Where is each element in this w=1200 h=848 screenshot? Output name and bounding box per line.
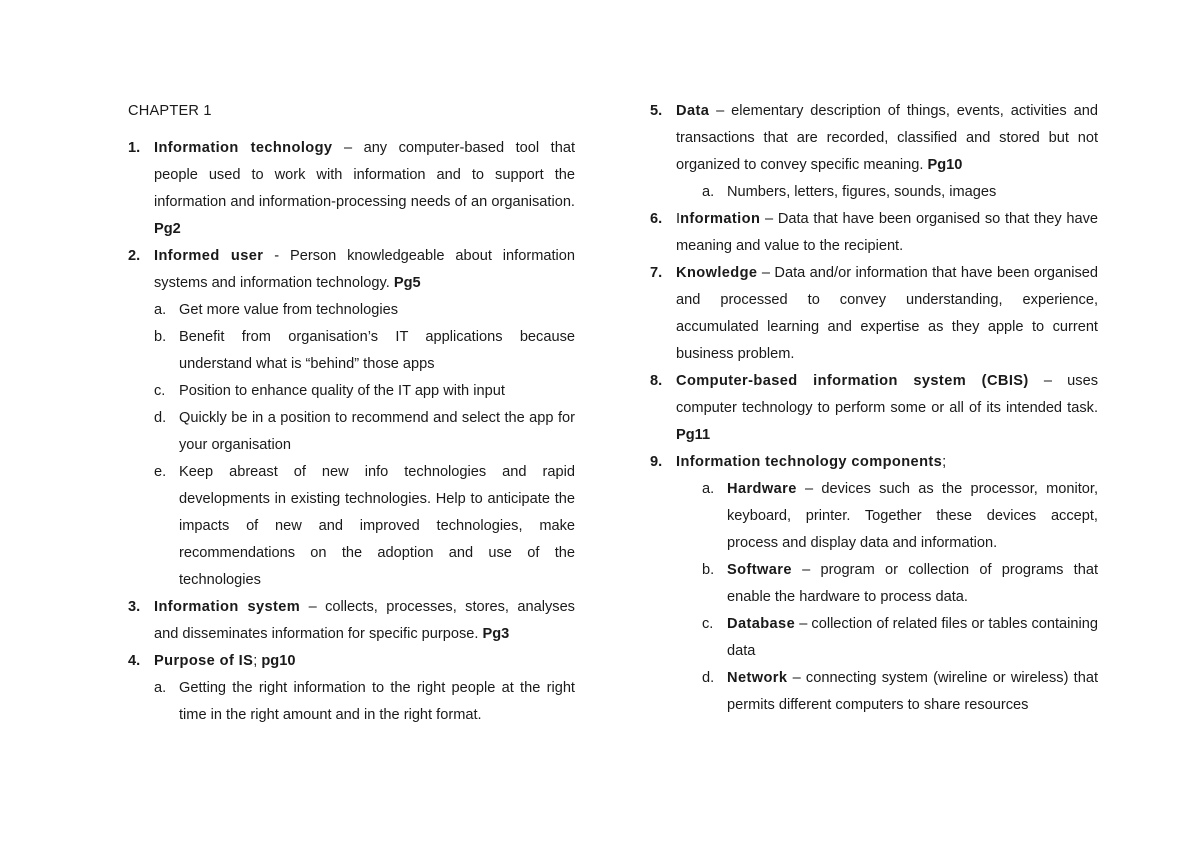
sub-item-letter: b. (154, 329, 167, 345)
list-item (650, 449, 1098, 719)
sub-list (676, 179, 1098, 206)
item-paragraph (154, 594, 575, 648)
sub-item (676, 665, 1098, 719)
sub-item (128, 297, 575, 324)
page-ref: Pg10 (927, 157, 963, 173)
sub-item-letter: d. (702, 670, 715, 686)
item-text: ; (253, 653, 262, 669)
item-number: 9. (650, 454, 663, 470)
list-item (650, 98, 1098, 206)
item-text: – collects, processes, stores, analyses and disseminates information for specific purpose. (154, 599, 575, 642)
sub-item (676, 179, 1098, 206)
sub-item-text: Position to enhance quality of the IT app with input (179, 383, 505, 399)
item-text: ; (942, 454, 947, 470)
item-number: 6. (650, 211, 663, 227)
page-ref: pg10 (261, 653, 296, 669)
sub-item-paragraph (727, 557, 1098, 611)
item-text: – Data and/or information that have been organised and processed to convey understanding, experience, accumulated learning and expertise as they apple to current business problem. (676, 265, 1098, 362)
sub-item-paragraph (727, 476, 1098, 557)
item-number: 3. (128, 599, 141, 615)
right-column (650, 98, 1098, 719)
list-item (128, 243, 575, 594)
definition-list-right (650, 98, 1098, 719)
sub-item-letter: d. (154, 410, 167, 426)
sub-item-letter: c. (702, 616, 714, 632)
item-paragraph (676, 260, 1098, 368)
sub-item (676, 611, 1098, 665)
sub-item-text: – collection of related files or tables containing data (727, 616, 1098, 659)
sub-list (128, 675, 575, 729)
item-number: 2. (128, 248, 141, 264)
item-number: 7. (650, 265, 663, 281)
sub-item (128, 378, 575, 405)
sub-item-text: – devices such as the processor, monitor, keyboard, printer. Together these devices accept, process and display data and information. (727, 481, 1098, 551)
list-item (128, 594, 575, 648)
item-term: Computer-based information system (CBIS) (676, 373, 1029, 389)
item-paragraph (154, 243, 575, 297)
item-paragraph (154, 648, 575, 675)
sub-item-term: Network (727, 670, 788, 686)
sub-item-letter: c. (154, 383, 166, 399)
item-term-prefix: I (676, 211, 681, 227)
sub-item-text: – connecting system (wireline or wireless) that permits different computers to share resources (727, 670, 1098, 713)
left-column (128, 98, 575, 729)
sub-item (128, 324, 575, 378)
item-number: 1. (128, 140, 141, 156)
item-number: 5. (650, 103, 663, 119)
page-ref: Pg5 (393, 275, 421, 291)
item-term: Information system (154, 599, 301, 615)
sub-item-letter: a. (702, 481, 715, 497)
page-ref: Pg3 (482, 626, 510, 642)
sub-item (676, 476, 1098, 557)
sub-item (128, 405, 575, 459)
item-term: Data (676, 103, 710, 119)
item-term: nformation (680, 211, 761, 227)
item-term: Knowledge (676, 265, 758, 281)
item-text: – uses computer technology to perform some or all of its intended task. (676, 373, 1098, 416)
sub-item-text: Benefit from organisation’s IT applications because understand what is “behind” those apps (179, 329, 575, 372)
sub-item-text: Getting the right information to the right people at the right time in the right amount and in the right format. (179, 680, 575, 723)
item-text: – Data that have been organised so that they have meaning and value to the recipient. (676, 211, 1098, 254)
sub-item-letter: a. (702, 184, 715, 200)
sub-item-text: Keep abreast of new info technologies and rapid developments in existing technologies. Help to anticipate the impacts of new and improved technologies, make recommendations on the adoption and use of the technologies (179, 464, 575, 588)
sub-item-term: Software (727, 562, 792, 578)
sub-item-text: Quickly be in a position to recommend and select the app for your organisation (179, 410, 575, 453)
item-term: Purpose of IS (154, 653, 254, 669)
sub-item-text: Get more value from technologies (179, 302, 399, 318)
sub-item (128, 675, 575, 729)
page-ref: Pg11 (676, 427, 711, 443)
item-text: - Person knowledgeable about information systems and information technology. (154, 248, 576, 291)
item-paragraph (676, 449, 1098, 476)
item-paragraph (676, 98, 1098, 179)
item-paragraph (676, 368, 1098, 449)
chapter-heading: CHAPTER 1 (128, 103, 212, 119)
sub-item-paragraph (727, 665, 1098, 719)
sub-item-term: Database (727, 616, 796, 632)
list-item (128, 648, 575, 729)
sub-item (676, 557, 1098, 611)
item-paragraph (154, 135, 575, 243)
item-term: Information technology (154, 140, 333, 156)
item-text: – any computer-based tool that people used to work with information and to support the information and information-processing needs of an organisation. (154, 140, 575, 210)
item-number: 4. (128, 653, 141, 669)
item-term: Informed user (154, 248, 264, 264)
page-ref: Pg2 (154, 221, 181, 237)
sub-item-text: – program or collection of programs that enable the hardware to process data. (727, 562, 1098, 605)
item-number: 8. (650, 373, 663, 389)
list-item (650, 368, 1098, 449)
sub-item-letter: a. (154, 680, 167, 696)
item-text: – elementary description of things, events, activities and transactions that are recorded, classified and stored but not organized to convey specific meaning. (676, 103, 1098, 173)
list-item (650, 206, 1098, 260)
list-item (128, 135, 575, 243)
sub-item-letter: e. (154, 464, 167, 480)
sub-item-text: Numbers, letters, figures, sounds, images (727, 184, 997, 200)
definition-list-left (128, 135, 575, 729)
sub-list (676, 476, 1098, 719)
sub-list (128, 297, 575, 594)
sub-item-letter: a. (154, 302, 167, 318)
sub-item (128, 459, 575, 594)
sub-item-letter: b. (702, 562, 715, 578)
item-paragraph (676, 206, 1098, 260)
list-item (650, 260, 1098, 368)
item-term: Information technology components (676, 454, 943, 470)
sub-item-term: Hardware (727, 481, 797, 497)
sub-item-paragraph (727, 611, 1098, 665)
